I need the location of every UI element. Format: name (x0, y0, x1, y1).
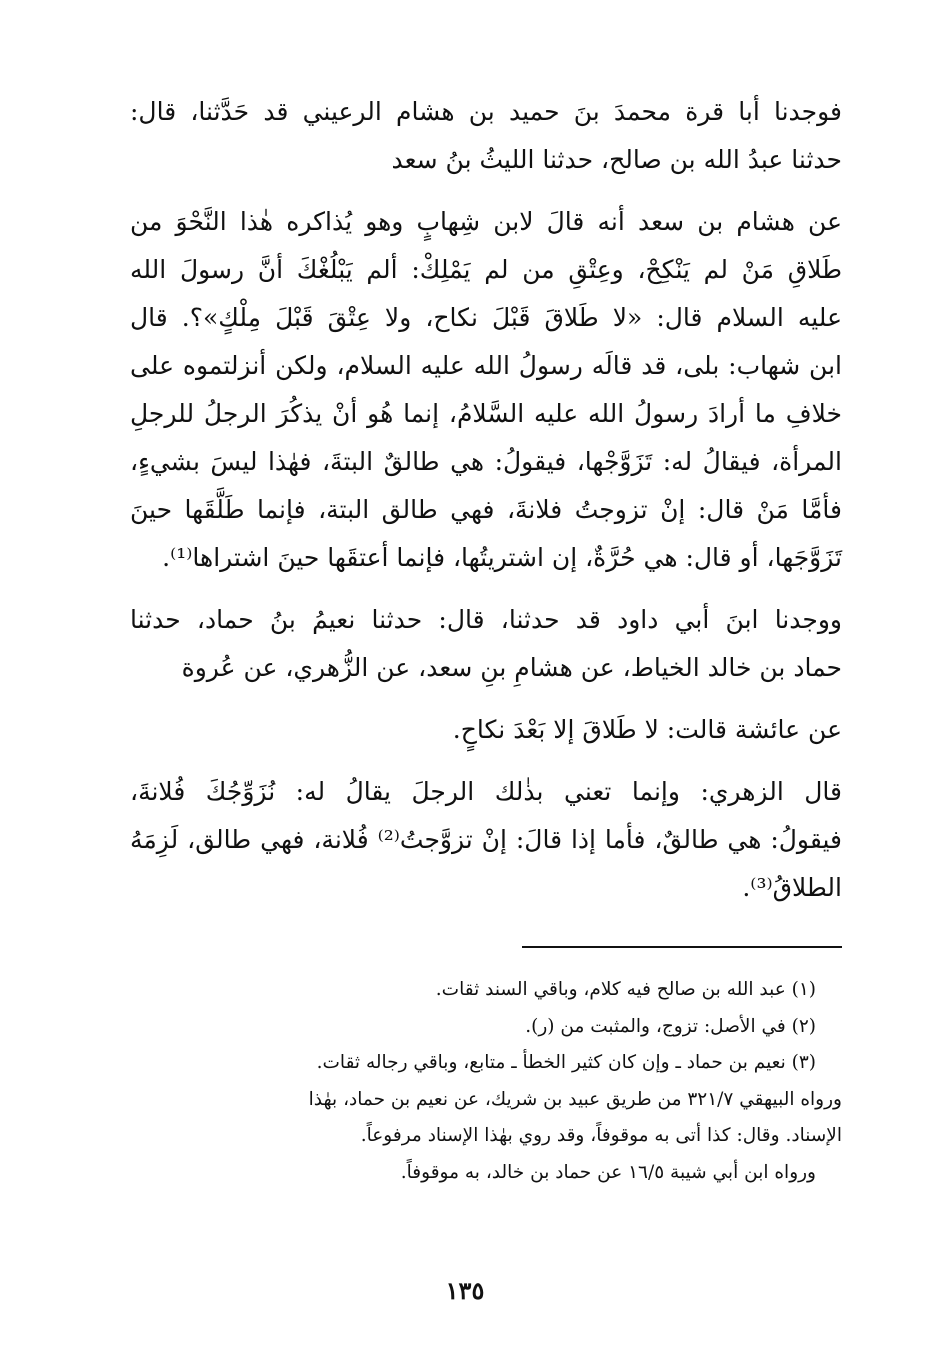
footnote-1: (١) عبد الله بن صالح فيه كلام، وباقي السند ثقات. (435, 979, 816, 1000)
text-line: فوجدنا أبا قرة محمدَ بنَ حميد بن هشام الرعيني قد حَدَّثنا، قال: (130, 97, 842, 126)
footnote-3-continuation: ورواه ابن أبي شيبة ١٦/٥ عن حماد بن خالد، به موقوفاً. (400, 1161, 816, 1183)
text-line: خلافِ ما أرادَ رسولُ الله عليه السَّلامُ، إنما هُو أنْ يذكُرَ الرجلُ للرجلِ (130, 399, 842, 428)
paragraph-2 (130, 198, 842, 582)
paragraph-4 (130, 706, 842, 754)
paragraph-5 (130, 768, 842, 912)
footnote-3: (٣) نعيم بن حماد ـ وإن كان كثير الخطأ ـ متابع، وباقي رجاله ثقات. (316, 1052, 816, 1073)
text-line: المرأة، فيقالُ له: تَزَوَّجْها، فيقولُ: هي طالقٌ البتةَ، فهٰذا ليسَ بشيءٍ، (130, 447, 842, 476)
page-number: ١٣٥ (445, 1276, 485, 1305)
footnote-2: (٢) في الأصل: تزوج، والمثبت من (ر). (525, 1015, 816, 1037)
text-line: ووجدنا ابنَ أبي داود قد حدثنا، قال: حدثنا نعيمُ بنُ حماد، حدثنا (130, 605, 842, 634)
paragraph-1 (130, 88, 842, 184)
footnote-separator (522, 946, 842, 948)
text-line: فيقولُ: هي طالقٌ، فأما إذا قالَ: إنْ تزوَّجتُ⁽²⁾ فُلانة، فهي طالق، لَزِمَهُ (130, 825, 842, 854)
text-line: ابن شهاب: بلى، قد قالَه رسولُ الله عليه السلام، ولكن أنزلتموه على (130, 351, 842, 380)
text-line: فأمَّا مَنْ قال: إنْ تزوجتُ فلانةَ، فهي طالق البتة، فإنما طَلَّقَها حينَ (130, 495, 842, 524)
text-line: قال الزهري: وإنما تعني بذٰلك الرجلَ يقالُ له: نُزَوِّجُكَ فُلانةَ، (130, 777, 842, 806)
text-line: طَلاقِ مَنْ لم يَنْكِحْ، وعِتْقِ من لم يَمْلِكْ: ألم يَبْلُغْكَ أنَّ رسولَ الله (130, 255, 842, 284)
text-line: عن هشام بن سعد أنه قالَ لابن شِهابٍ وهو يُذاكره هٰذا النَّحْوَ من (130, 207, 842, 236)
paragraph-3 (130, 596, 842, 692)
footnote-3-continuation: ورواه البيهقي ٣٢١/٧ من طريق عبيد بن شريك، عن نعيم بن حماد، بهٰذا (308, 1088, 842, 1110)
text-line: حدثنا عبدُ الله بن صالح، حدثنا الليثُ بنُ سعد (391, 145, 842, 174)
main-text (130, 88, 842, 926)
text-line: تَزَوَّجَها، أو قال: هي حُرَّةٌ، إن اشتريتُها، فإنما أعتقَها حينَ اشتراها⁽¹⁾. (162, 543, 842, 572)
footnote-3-continuation: الإسناد. وقال: كذا أتى به موقوفاً، وقد روي بهٰذا الإسناد مرفوعاً. (360, 1125, 842, 1146)
text-line: عليه السلام قال: «لا طَلاقَ قَبْلَ نكاح، ولا عِتْقَ قَبْلَ مِلْكٍ»؟. قال (130, 303, 842, 332)
text-line: حماد بن خالد الخياط، عن هشامِ بنِ سعد، عن الزُّهري، عن عُروة (181, 653, 842, 682)
text-line: عن عائشة قالت: لا طَلاقَ إلا بَعْدَ نكاحٍ. (452, 715, 842, 744)
footnotes (130, 972, 842, 1191)
text-line: الطلاقُ⁽³⁾. (742, 873, 842, 902)
